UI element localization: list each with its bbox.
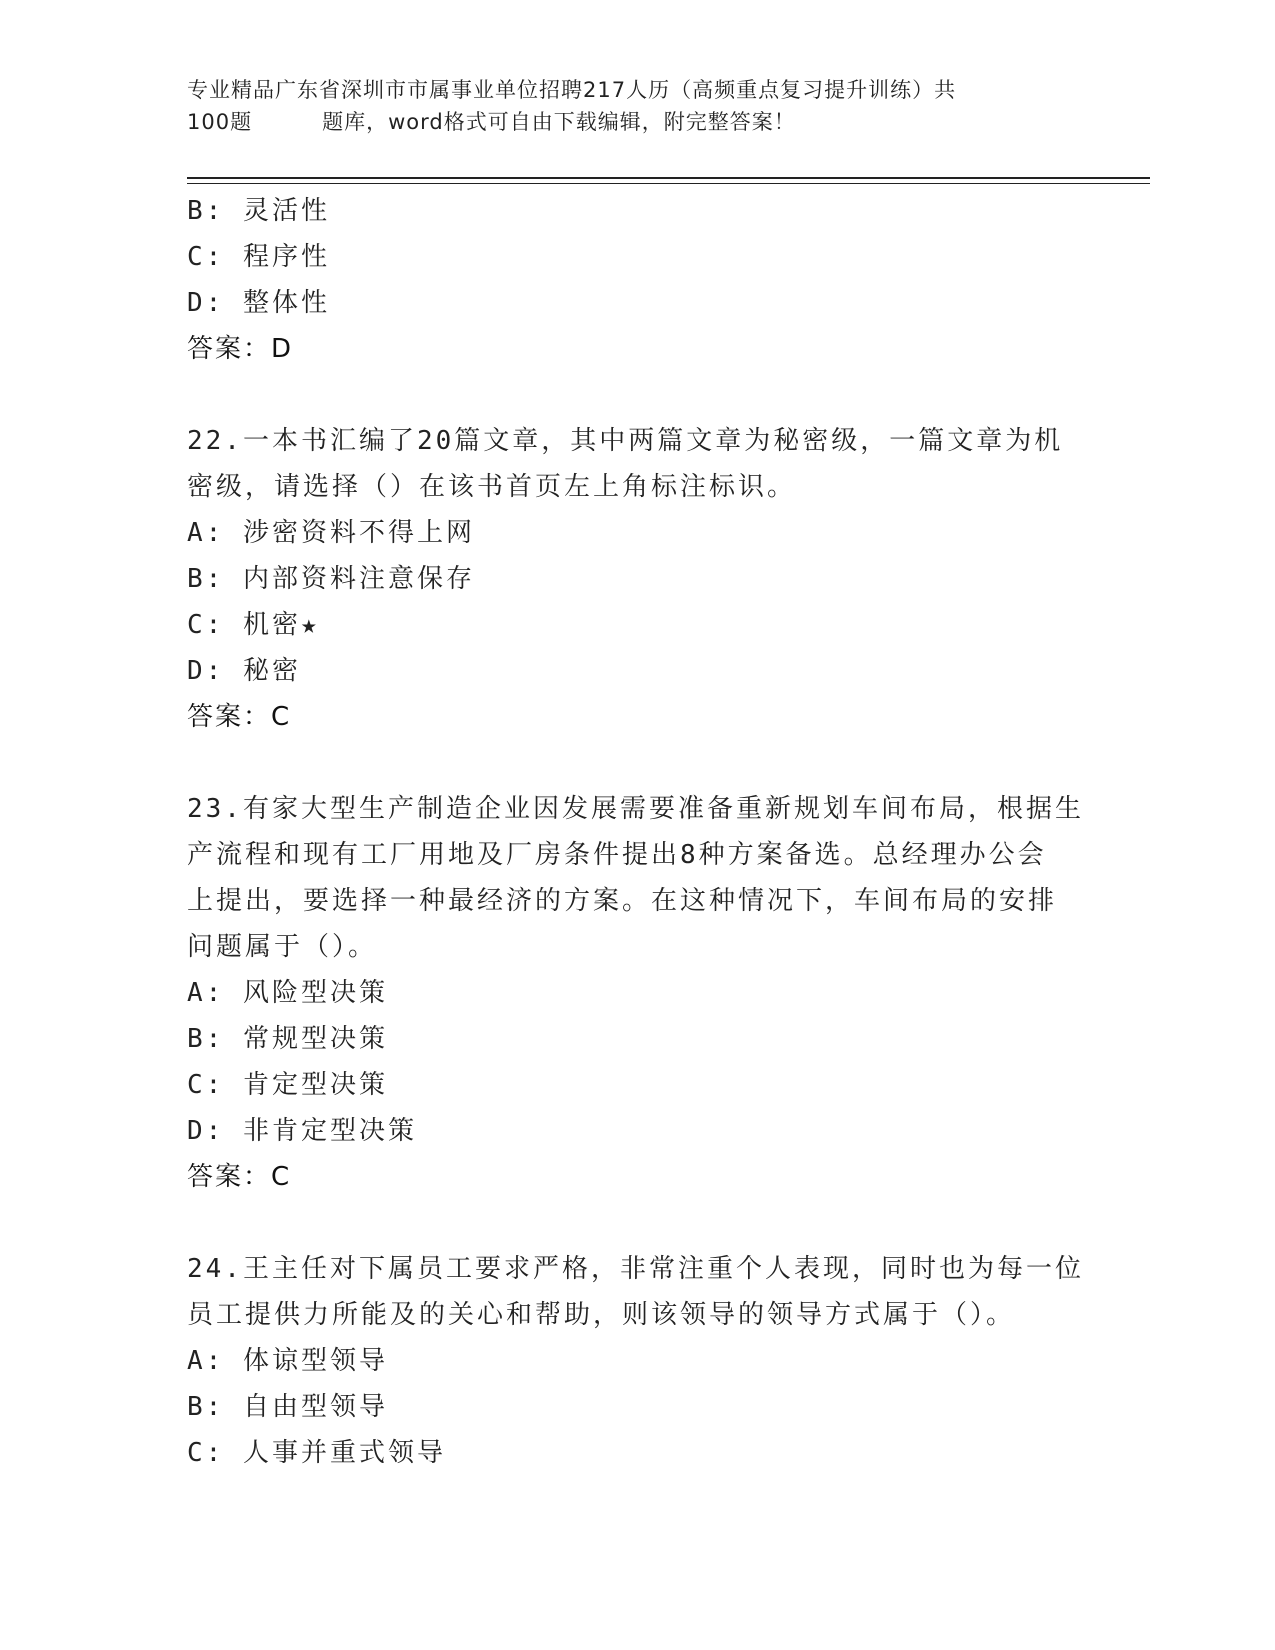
question-stem — [187, 786, 1087, 970]
option-b: B: 自由型领导 — [187, 1392, 388, 1422]
question-stem-line: 密级，请选择（）在该书首页左上角标注标识。 — [187, 472, 797, 502]
question-content — [187, 188, 1087, 1476]
option-b: B: 内部资料注意保存 — [187, 564, 475, 594]
option-d: D: 非肯定型决策 — [187, 1116, 417, 1146]
question-stem-line: 上提出，要选择一种最经济的方案。在这种情况下，车间布局的安排 — [187, 886, 1058, 916]
question-stem-line: 24.王主任对下属员工要求严格，非常注重个人表现，同时也为每一位 — [187, 1254, 1084, 1284]
header-title-line1: 专业精品广东省深圳市市属事业单位招聘217人历（高频重点复习提升训练）共 — [187, 78, 957, 102]
header-count: 100题 — [187, 110, 253, 134]
header-rule-thin — [187, 183, 1150, 184]
option-a: A: 涉密资料不得上网 — [187, 518, 475, 548]
question-stem — [187, 418, 1087, 510]
option-b: B: 灵活性 — [187, 196, 330, 226]
question-stem-line: 问题属于（）。 — [187, 932, 378, 962]
option-c: C: 机密★ — [187, 610, 320, 640]
option-c: C: 人事并重式领导 — [187, 1438, 446, 1468]
question-stem-line: 员工提供力所能及的关心和帮助，则该领导的领导方式属于（）。 — [187, 1300, 1016, 1330]
question-23 — [187, 786, 1087, 1200]
question-24 — [187, 1246, 1087, 1476]
header-description: 题库，word格式可自由下载编辑，附完整答案！ — [322, 110, 796, 134]
question-stem-line: 22.一本书汇编了20篇文章，其中两篇文章为秘密级，一篇文章为机 — [187, 426, 1064, 456]
page-header — [187, 74, 1067, 138]
option-d: D: 秘密 — [187, 656, 301, 686]
question-22 — [187, 418, 1087, 740]
question-stem — [187, 1246, 1087, 1338]
option-a: A: 体谅型领导 — [187, 1346, 388, 1376]
option-c: C: 肯定型决策 — [187, 1070, 388, 1100]
question-stem-line: 产流程和现有工厂用地及厂房条件提出8种方案备选。总经理办公会 — [187, 840, 1047, 870]
option-b: B: 常规型决策 — [187, 1024, 388, 1054]
answer-text: 答案：C — [187, 702, 292, 732]
question-stem-line: 23.有家大型生产制造企业因发展需要准备重新规划车间布局，根据生 — [187, 794, 1084, 824]
answer-text: 答案：C — [187, 1162, 292, 1192]
option-d: D: 整体性 — [187, 288, 330, 318]
option-a: A: 风险型决策 — [187, 978, 388, 1008]
answer-text: 答案：D — [187, 334, 294, 364]
header-title-line2 — [187, 106, 1067, 138]
option-c: C: 程序性 — [187, 242, 330, 272]
question-21-tail — [187, 188, 1087, 372]
header-rule-thick — [187, 177, 1150, 179]
